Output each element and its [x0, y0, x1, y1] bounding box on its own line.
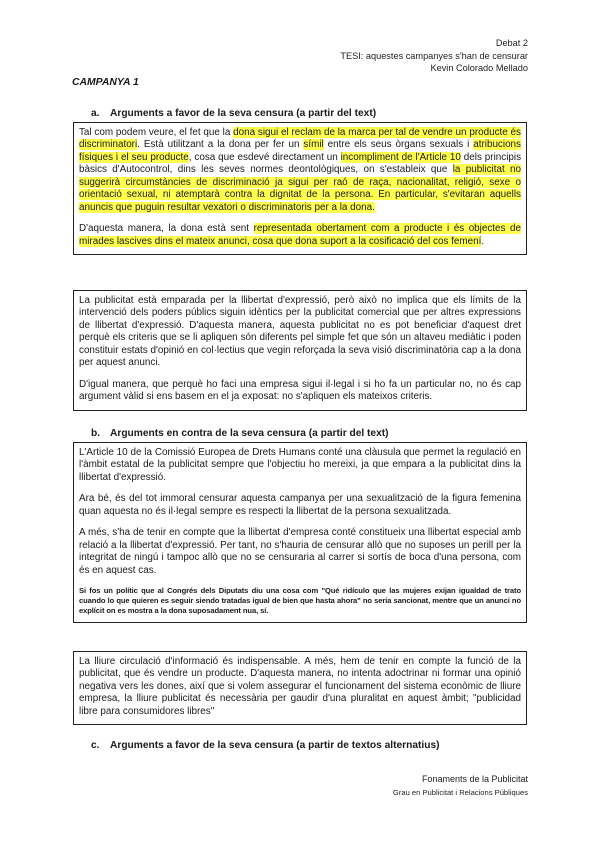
section-b-title: Arguments en contra de la seva censura (a partir del text): [110, 428, 389, 439]
section-b-heading: [91, 428, 389, 439]
debate-label: Debat 2: [495, 38, 528, 48]
text-run: D'aquesta manera, la dona està sent: [79, 223, 254, 235]
campaign-title: CAMPANYA 1: [72, 77, 139, 88]
highlight: incompliment de l'Article 10: [340, 151, 461, 163]
section-a-heading: [91, 108, 376, 119]
highlight: atribucions físiques i el seu producte: [79, 139, 521, 163]
section-a-box-2: [73, 290, 527, 411]
section-a-paragraph-2: [79, 223, 521, 248]
text-run: entre els seus òrgans sexuals i: [323, 139, 474, 151]
section-b-paragraph-3: A més, s'ha de tenir en compte que la llibertat d'empresa conté constitueix una llibertat especial amb relació a la llibertat d'expressió. Per tant, no s'hauria de censurar allò que no suposes un perill per la integritat de ningú i tampoc allò que no se censuraria al carrer si sortís de boca d'una persona, com és en aquest cas.: [79, 527, 521, 576]
section-a-letter: a.: [91, 108, 100, 119]
highlight: representada obertament com a producte i és objectes de mirades lascives dins el mateix anunci, cosa que dona suport a la cosificació del cos femení: [79, 223, 521, 247]
highlight: símil: [303, 139, 324, 151]
section-b-box-1: [73, 442, 527, 623]
text-run: .: [481, 235, 485, 247]
section-b-paragraph-5: La lliure circulació d'informació és indispensable. A més, hem de tenir en compte la funció de la publicitat, que és vendre un producte. D'aquesta manera, no intenta adoctrinar ni formar una opinió negativa vers les dones, així que si volem assegurar el funcionament del sistema econòmic de lliure empresa, la lliure publicitat és necessària per gaudir d'una pluralitat en aquest àmbit; "publicidad libre para consumidores libres": [79, 656, 521, 717]
text-run: . Està utilitzant a la dona per fer un: [137, 139, 304, 151]
page-header: [340, 37, 528, 75]
course-name: Fonaments de la Publicitat: [421, 774, 528, 784]
section-b-letter: b.: [91, 428, 101, 439]
section-c-heading: [91, 740, 440, 751]
section-a-paragraph-4: D'igual manera, que perquè ho faci una empresa sigui il·legal i si ho fa un particular no, no és cap argument vàlid si ens basem en el ja exposat: no s'apliquen els mateixos criteris.: [79, 378, 521, 403]
text-run: dels principis bàsics d'Autocontrol, dins les seves normes deontològiques, on s'estableix que: [79, 151, 522, 176]
thesis-label: TESI: aquestes campanyes s'han de censurar: [340, 50, 528, 61]
section-b-paragraph-2: Ara bé, és del tot immoral censurar aquesta campanya per una sexualització de la figura femenina quan aquesta no és il·legal sempre es respecti la llibertat de la persona sexualitzada.: [79, 493, 521, 517]
section-c-letter: c.: [91, 740, 100, 751]
section-a-paragraph-3: La publicitat està emparada per la llibertat d'expressió, però això no implica que els límits de la intervenció dels poders públics siguin idèntics per la publicitat comercial que per altres expressions de llibertat d'expressió. D'aquesta manera, aquesta publicitat no es pot beneficiar d'aquest dret perquè els criteris que se li apliquen són diferents pel simple fet que són un altaveu mediàtic i poden constituir estats d'opinió en col·lectius que vegin reforçada la seva visió discriminatòria cap a la dona per aquest anunci.: [79, 295, 521, 369]
section-b-paragraph-1: L'Article 10 de la Comissió Europea de Drets Humans conté una clàusula que permet la regulació en l'àmbit estatal de la publicitat sempre que l'objectiu ho mereixi, ja que empara a la publicitat dins la llibertat d'expressió.: [79, 447, 521, 483]
section-b-box-2: [73, 651, 527, 725]
author-name: Kevin Colorado Mellado: [430, 63, 528, 74]
section-a-title: Arguments a favor de la seva censura (a partir del text): [110, 108, 377, 119]
section-c-title: Arguments a favor de la seva censura (a partir de textos alternatius): [110, 740, 440, 751]
section-a-paragraph-1: [79, 127, 521, 214]
text-run: , cosa que esdevé directament un: [188, 151, 341, 163]
highlight: la publicitat no suggerirà circumstàncies de discriminació ja sigui per raó de raça, nacionalitat, religió, sexe o orientació sexual, ni atemptarà contra la dignitat de la persona. En particular, s'evitaran aquells anuncis que puguin resultar vexatori o discriminatoris per a la dona.: [79, 164, 521, 213]
text-run: Tal com podem veure, el fet que la: [79, 127, 234, 138]
degree-name: Grau en Publicitat i Relacions Públiques: [392, 788, 528, 797]
highlight: dona sigui el reclam de la marca per tal de vendre un producte és discriminatori: [79, 127, 521, 151]
section-a-box-highlighted: [73, 122, 527, 255]
section-b-paragraph-4: Si fos un polític que al Congrés dels Diputats diu una cosa com "Qué ridículo que las mujeres exijan igualdad de trato cuando lo que quieren es seguir siendo tratadas igual de bien que hasta ahora" no seria sancionat, mentre que un anunci no explícit on es mostra a la dona suposadament nua, sí.: [79, 586, 521, 616]
page-footer: [393, 772, 528, 800]
